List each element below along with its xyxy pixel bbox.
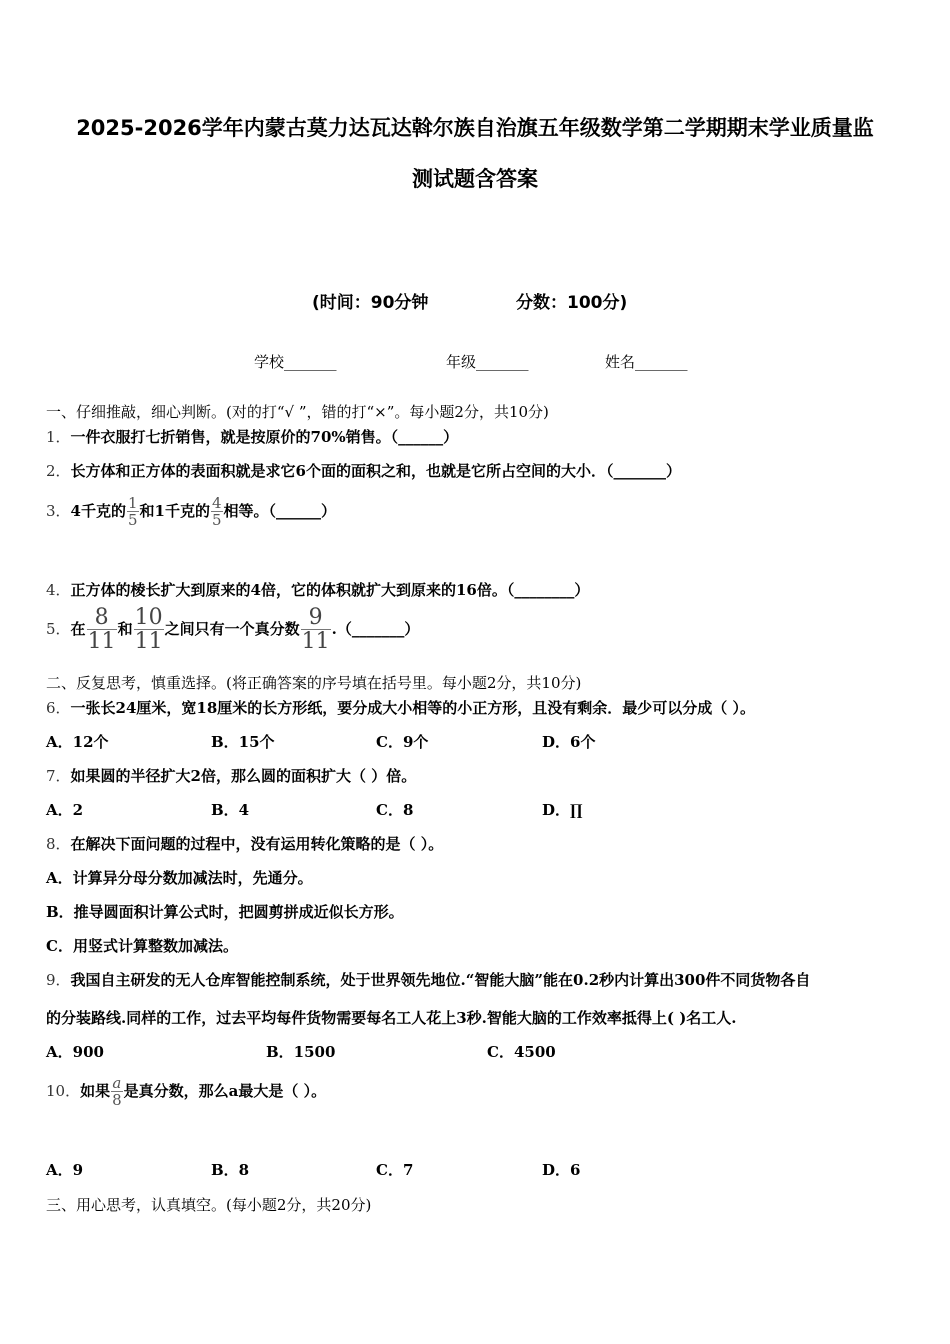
option-b[interactable]: B．4 bbox=[211, 801, 250, 819]
school-field[interactable]: 学校_______ bbox=[254, 353, 337, 371]
question-10 bbox=[46, 1076, 326, 1108]
question-5 bbox=[46, 607, 419, 653]
title-line-1: 2025-2026学年内蒙古莫力达瓦达斡尔族自治旗五年级数学第二学期期末学业质量监 bbox=[76, 116, 874, 140]
option-b[interactable]: B．15个 bbox=[211, 733, 275, 751]
question-text: 在 bbox=[70, 620, 86, 638]
question-4 bbox=[46, 579, 589, 600]
option-a[interactable]: A．2 bbox=[46, 801, 84, 819]
option-d[interactable]: D．6个 bbox=[542, 733, 596, 751]
question-number: 4． bbox=[46, 581, 71, 599]
question-number: 1． bbox=[46, 428, 71, 446]
section-3-heading: 三、用心思考，认真填空。(每小题2分，共20分) bbox=[46, 1196, 372, 1214]
option-b[interactable]: B．1500 bbox=[266, 1043, 336, 1061]
question-3 bbox=[46, 496, 336, 528]
question-text: 和1千克的 bbox=[139, 502, 210, 520]
option-c[interactable]: C．用竖式计算整数加减法。 bbox=[46, 937, 238, 955]
denominator: 11 bbox=[87, 629, 116, 654]
exam-score: 分数：100分) bbox=[516, 293, 628, 313]
question-text: 如果圆的半径扩大2倍，那么圆的面积扩大（ ）倍。 bbox=[70, 767, 417, 785]
question-6 bbox=[46, 697, 755, 718]
option-c[interactable]: C．9个 bbox=[376, 733, 429, 751]
question-number: 6． bbox=[46, 699, 71, 717]
question-text: 我国自主研发的无人仓库智能控制系统，处于世界领先地位.“智能大脑”能在0.2秒内计算出300件不同货物各自 bbox=[70, 971, 811, 989]
question-text: .（_______） bbox=[331, 620, 420, 638]
question-text: 一件衣服打七折销售，就是按原价的70%销售。（______） bbox=[70, 428, 459, 446]
question-number: 9． bbox=[46, 971, 71, 989]
fraction-10-11 bbox=[134, 607, 164, 653]
question-text: 正方体的棱长扩大到原来的4倍，它的体积就扩大到原来的16倍。（________） bbox=[70, 581, 590, 599]
denominator: 11 bbox=[301, 629, 330, 654]
question-number: 10． bbox=[46, 1082, 81, 1100]
numerator: 8 bbox=[94, 605, 109, 630]
question-text: 一张长24厘米，宽18厘米的长方形纸，要分成大小相等的小正方形，且没有剩余．最少可以分成（ ）。 bbox=[70, 699, 756, 717]
fraction-a-8 bbox=[111, 1076, 123, 1108]
question-number: 3． bbox=[46, 502, 71, 520]
option-c[interactable]: C．7 bbox=[376, 1161, 414, 1179]
numerator: 4 bbox=[211, 494, 222, 512]
option-d[interactable]: D．6 bbox=[542, 1161, 581, 1179]
option-d[interactable]: D．∏ bbox=[542, 801, 583, 819]
numerator: 10 bbox=[134, 605, 163, 630]
fraction-1-5 bbox=[127, 496, 139, 528]
question-8 bbox=[46, 833, 443, 854]
numerator: a bbox=[112, 1074, 122, 1092]
question-number: 8． bbox=[46, 835, 71, 853]
question-text: 在解决下面问题的过程中，没有运用转化策略的是（ ）。 bbox=[70, 835, 444, 853]
question-text: 和 bbox=[117, 620, 133, 638]
question-9-line-2: 的分装路线.同样的工作，过去平均每件货物需要每名工人花上3秒.智能大脑的工作效率抵得上( )名工人. bbox=[46, 1009, 737, 1027]
fraction-8-11 bbox=[87, 607, 117, 653]
option-a[interactable]: A．900 bbox=[46, 1043, 104, 1061]
question-text: 是真分数，那么a最大是（ ）。 bbox=[123, 1082, 327, 1100]
section-2-heading: 二、反复思考，慎重选择。(将正确答案的序号填在括号里。每小题2分，共10分) bbox=[46, 674, 582, 692]
question-1 bbox=[46, 426, 458, 447]
option-c[interactable]: C．8 bbox=[376, 801, 414, 819]
numerator: 9 bbox=[308, 605, 323, 630]
question-9 bbox=[46, 969, 810, 990]
denominator: 5 bbox=[211, 511, 222, 529]
question-text: 如果 bbox=[80, 1082, 111, 1100]
option-a[interactable]: A．9 bbox=[46, 1161, 84, 1179]
option-a[interactable]: A．计算异分母分数加减法时，先通分。 bbox=[46, 869, 313, 887]
question-number: 7． bbox=[46, 767, 71, 785]
question-7 bbox=[46, 765, 416, 786]
question-text: 长方体和正方体的表面积就是求它6个面的面积之和，也就是它所占空间的大小．（_______） bbox=[70, 462, 681, 480]
fraction-9-11 bbox=[301, 607, 331, 653]
numerator: 1 bbox=[127, 494, 138, 512]
option-a[interactable]: A．12个 bbox=[46, 733, 109, 751]
exam-time: (时间：90分钟 bbox=[312, 293, 429, 313]
question-2 bbox=[46, 460, 681, 481]
question-text: 相等。（______） bbox=[223, 502, 337, 520]
option-c[interactable]: C．4500 bbox=[487, 1043, 556, 1061]
option-b[interactable]: B．8 bbox=[211, 1161, 250, 1179]
fraction-4-5 bbox=[211, 496, 223, 528]
title-line-2: 测试题含答案 bbox=[412, 167, 538, 191]
grade-field[interactable]: 年级_______ bbox=[446, 353, 529, 371]
question-text: 4千克的 bbox=[70, 502, 126, 520]
denominator: 5 bbox=[127, 511, 138, 529]
section-1-heading: 一、仔细推敲，细心判断。(对的打“√ ”，错的打“×”。每小题2分，共10分) bbox=[46, 403, 549, 421]
option-b[interactable]: B．推导圆面积计算公式时，把圆剪拼成近似长方形。 bbox=[46, 903, 404, 921]
denominator: 8 bbox=[112, 1091, 122, 1109]
name-field[interactable]: 姓名_______ bbox=[605, 353, 688, 371]
denominator: 11 bbox=[134, 629, 163, 654]
question-text: 之间只有一个真分数 bbox=[164, 620, 300, 638]
question-number: 5． bbox=[46, 620, 71, 638]
question-number: 2． bbox=[46, 462, 71, 480]
